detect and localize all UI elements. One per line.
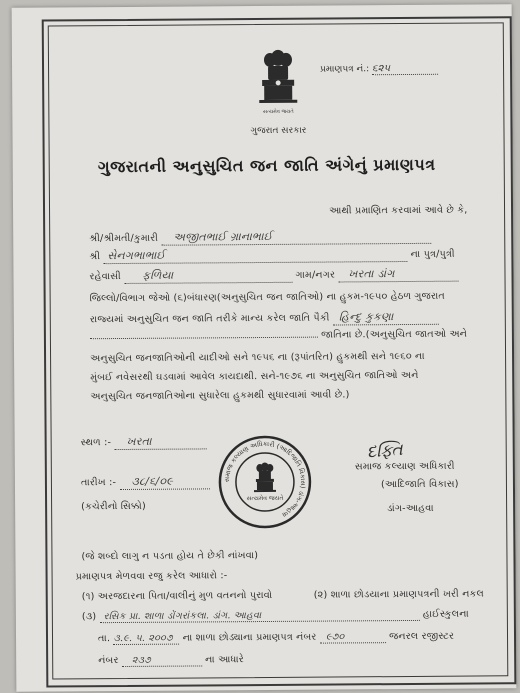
emblem-motto: સત્યમેવ જયતે	[263, 108, 294, 116]
place-label: સ્થળ :-	[80, 437, 112, 449]
line4-prefix: તા.	[97, 633, 111, 645]
seal-motto: સત્યમેવ જયતે	[246, 494, 284, 503]
line5-prefix: નંબર	[98, 655, 119, 667]
item3-value: રસિક પ્રા. શાળા ડોંગરાંકલા. ડાંગ. આહવા	[103, 610, 262, 623]
date-line	[81, 474, 210, 490]
official-seal-icon	[217, 434, 314, 531]
certify-line: આથી પ્રમાણિત કરવામાં આવે છે કે,	[329, 204, 468, 217]
relation-suffix: ના પુત્ર/પુત્રી	[410, 248, 455, 260]
basis-line-5	[98, 654, 244, 667]
serial-label: પ્રમાણપત્ર નં.:	[320, 64, 370, 75]
line4-mid: ના શાળા છોડ્યાના પ્રમાણપત્ર નંબર	[182, 631, 317, 644]
resident-line	[89, 267, 458, 285]
certificate-paper	[12, 4, 517, 691]
item3-prefix: (૩)	[81, 611, 97, 623]
item3-suffix: હાઈસ્કુલના	[422, 608, 469, 620]
father-line	[89, 247, 455, 265]
place-line	[81, 434, 207, 450]
office-seal-label: (કચેરીનો સિક્કો)	[81, 500, 146, 513]
resident-label: રહેવાસી	[89, 270, 121, 283]
serial-number	[320, 63, 438, 76]
basis-item-1: (૧) અરજદારના પિતા/વાલીનું મુળ વતનનો પુરાવો	[81, 589, 273, 603]
name-value: અજીતભાઈ ગ્રાનાભાઈ	[173, 229, 273, 244]
officer-dept: (આદિજાતિ વિકાસ)	[380, 478, 459, 491]
para2-line3: અનુસુચિત જનજાતિઓના સુધારેલા હુકમથી સુધારવામાં આવી છે.)	[90, 389, 350, 403]
para1-line1: જિલ્લો/વિભાગ જેઓ (૬)બંધારણ(અનુસુચિત જન જાતિઓ) ના હુકમ-૧૯૫૦ હેઠળ ગુજરાત	[89, 290, 446, 305]
para1-line3-text: જાતિના છે.(અનુસુચિત જાતઓ અને	[321, 328, 468, 341]
govt-label: ગુજરાત સરકાર	[250, 125, 307, 137]
line4-suffix: જનરલ રજીસ્ટર	[389, 630, 455, 643]
line4-date: ૩.૯. ૫. ૨૦૦૭	[113, 632, 173, 645]
father-value: સેનગભાભાઈ	[107, 248, 166, 263]
serial-value: ૬૨૫	[371, 63, 391, 75]
line4-number: ૯૭૦	[325, 631, 345, 643]
ashoka-emblem-icon	[256, 48, 300, 118]
date-label: તારીખ :-	[80, 477, 117, 489]
para1-line2	[90, 310, 439, 327]
para2-line2: મુંબઈ નવેસરથી ઘડવામાં આવેલ કાયદાથી. સને-૧૯૭૬ ના અનુસુચિત જાતિઓ અને	[90, 369, 419, 384]
page-title: ગુજરાતની અનુસુચિત જન જાતિ અંગેનું પ્રમાણપત્ર	[97, 154, 436, 177]
resident-value: ફળિયા	[142, 268, 174, 282]
village-value: ખરતા ડાંગ	[348, 267, 395, 281]
name-line	[89, 229, 431, 246]
date-value: ૩૮/૬/૦૯	[131, 474, 173, 488]
seal-emblem-icon	[254, 462, 276, 492]
caste-value: હિન્દુ કુકણા	[338, 310, 394, 324]
basis-line-4	[98, 631, 454, 645]
father-prefix: શ્રી	[89, 251, 101, 263]
village-label: ગામ/નગર	[295, 269, 336, 281]
signature-scribble: દફ્તિ	[366, 439, 404, 463]
basis-line: પ્રમાણપત્ર મેળવવા રજુ કરેલ આધારો :-	[75, 570, 228, 583]
para1-line2-text: રાજ્યમાં અનુસુચિત જન જાતિ તરીકે માન્ય કરેલ જાતિ પૈકી	[89, 312, 330, 326]
line5-suffix: ના આધારે	[205, 654, 244, 666]
officer-place: ડાંગ-આહવા	[387, 502, 434, 515]
seal-ring-text: સમાજ કલ્યાણ અધિકારી (આદિજાતિ વિકાસ) ડાંગ-આહવા	[222, 439, 307, 520]
name-prefix: શ્રી/શ્રીમતી/કુમારી	[89, 232, 159, 245]
line5-number: ૨૩૭	[131, 654, 151, 666]
para2-line1: અનુસુચિત જનજાતિઓની યાદીઓ સને ૧૯૫૬ ના (રૂપાંતરિત) હુકમથી સને ૧૯૬૦ ના	[90, 350, 425, 365]
place-value: ખરતા	[126, 434, 152, 448]
strike-note: (જે શબ્દો લાગુ ન પડતા હોય તે છેકી નાંખવા)	[81, 550, 259, 563]
basis-item-2: (૨) શાળા છોડયાના પ્રમાણપત્રની ખરી નકલ	[313, 588, 484, 601]
officer-title: સમાજ કલ્યાણ અધિકારી	[354, 460, 455, 473]
